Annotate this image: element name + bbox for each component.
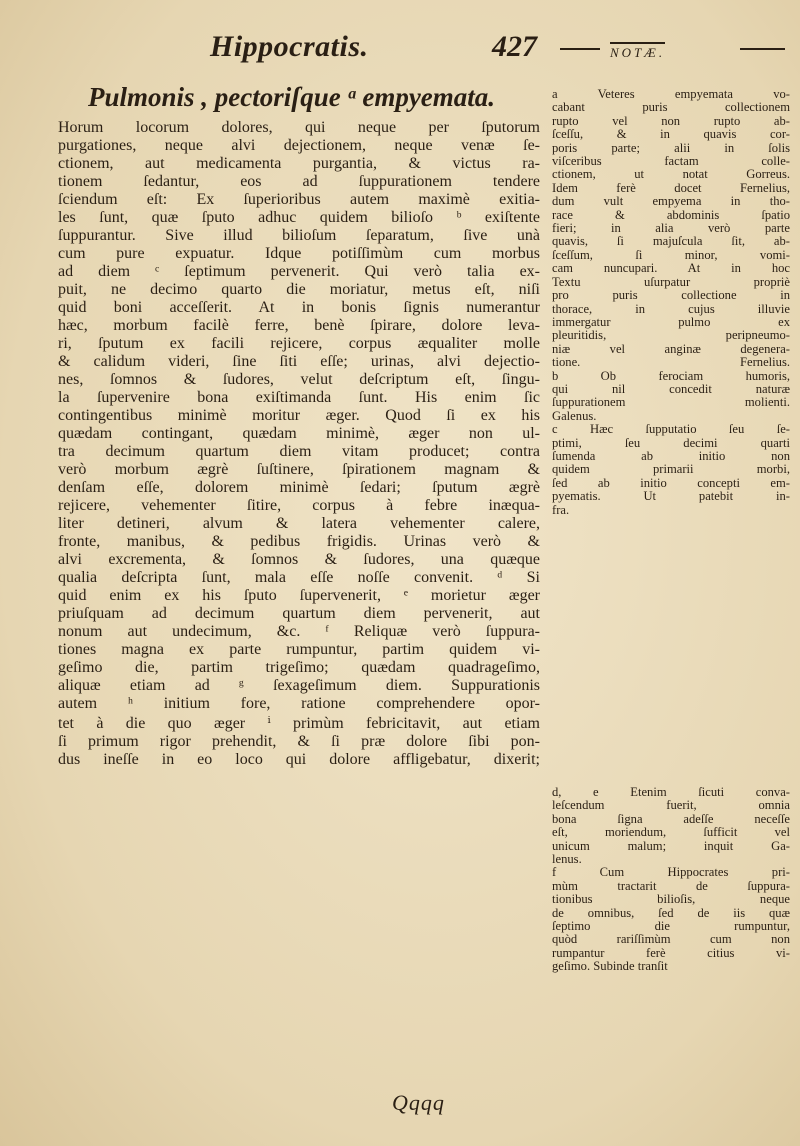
text-line: contingentibus minimè moritur æger. Quod ſi ex his (58, 407, 540, 424)
rule-right (740, 48, 785, 50)
text-line: tionem ſedantur, eos ad ſuppurationem tendere (58, 173, 540, 190)
text-line: purgationes, neque alvi dejectionem, neque venæ ſe- (58, 137, 540, 154)
text-line: ad diem ᶜ ſeptimum pervenerit. Qui verò talia ex- (58, 263, 540, 280)
main-column (58, 82, 540, 769)
note-line: viſceribus factam colle- (552, 155, 790, 169)
running-title: Hippocratis. (210, 30, 369, 63)
rule-left (560, 48, 600, 50)
note-line: pyematis. Ut patebit in- (552, 490, 790, 504)
note-line: ſeptimo die rumpuntur, (552, 920, 790, 934)
note-line: race & abdominis ſpatio (552, 208, 790, 222)
text-line: fronte, manibus, & pedibus frigidis. Urinas verò & (58, 533, 540, 550)
text-line: qualia deſcripta ſunt, mala eſſe noſſe convenit. ᵈ Si (58, 569, 540, 586)
note-line: ſumenda ab initio non (552, 449, 790, 463)
text-line: alvi excrementa, & ſomnos & ſudores, una quæque (58, 551, 540, 568)
text-line: aliquæ etiam ad ᵍ ſexageſimum diem. Suppurationis (58, 677, 540, 694)
note-line: geſimo. Subinde tranſit (552, 960, 668, 974)
note-line: rumpantur ferè citius vi- (552, 946, 790, 960)
note-line: de omnibus, ſed de iis quæ (552, 906, 790, 920)
note-line: cabant puris collectionem (552, 101, 790, 115)
note-line: quidem primarii morbi, (552, 463, 790, 477)
text-line: cum pure expuatur. Idque potiſſimùm cum morbus (58, 245, 540, 262)
text-line: geſimo die, partim trigeſimo; quædam quadrageſimo, (58, 659, 540, 676)
note-line: fra. (552, 503, 570, 517)
text-line: quid boni acceſſerit. At in bonis ſignis numerantur (58, 299, 540, 316)
notes-block-2 (552, 786, 790, 974)
text-line: dus ineſſe in eo loco qui dolore affligebatur, dixerit; (58, 751, 540, 768)
text-line: tet à die quo æger ⁱ primùm febricitavit, aut etiam (58, 715, 540, 732)
note-line: a Veteres empyemata vo- (552, 88, 790, 101)
text-line: ſciendum eſt: Ex ſuperioribus autem maximè exitia- (58, 191, 540, 208)
notes-column (552, 88, 790, 974)
text-line: tiones magna ex parte rumpuntur, partim quidem vi- (58, 641, 540, 658)
note-line: bona ſigna adeſſe neceſſe (552, 812, 790, 826)
text-line: & calidum videri, ſine ſiti eſſe; urinas, alvi dejectio- (58, 353, 540, 370)
note-line: Idem ferè docet Fernelius, (552, 181, 790, 195)
text-line: puit, ne decimo quarto die moriatur, metus eſt, niſi (58, 281, 540, 298)
text-line: la ſupervenire bona exiſtimanda ſunt. His enim ſic (58, 389, 540, 406)
text-line: liter detineri, alvum & latera vehementer calere, (58, 515, 540, 532)
text-line: les ſunt, quæ ſputo adhuc quidem bilioſo ᵇ exiſtente (58, 209, 540, 226)
text-line: rejicere, vehementer ſitire, corpus à febre inæqua- (58, 497, 540, 514)
text-line: Horum locorum dolores, qui neque per ſputorum (58, 119, 540, 136)
note-line: Galenus. (552, 409, 597, 423)
signature-mark: Qqqq (392, 1090, 445, 1115)
note-line: fieri; in alia verò parte (552, 222, 790, 236)
notes-label: NOTÆ. (610, 42, 665, 61)
note-line: qui nil concedit naturæ (552, 382, 790, 396)
text-line: ri, ſputum ex facili rejicere, corpus æqualiter molle (58, 335, 540, 352)
note-line: leſcendum fuerit, omnia (552, 799, 790, 813)
note-line: ctionem, ut notat Gorreus. (552, 168, 790, 182)
text-line: quædam contingant, quædam minimè, æger non ul- (58, 425, 540, 442)
note-line: quòd rariſſimùm cum non (552, 933, 790, 947)
note-line: unicum malum; inquit Ga- (552, 839, 790, 853)
text-line: priuſquam ad decimum quartum diem pervenerit, aut (58, 605, 540, 622)
page-number: 427 (492, 30, 537, 63)
text-line: ſuppurantur. Sive illud bilioſum ſeparatum, ſive unà (58, 227, 540, 244)
text-line: verò morbum ægrè ſuſtinere, ſpirationem magnam & (58, 461, 540, 478)
notes-block-1 (552, 88, 790, 517)
note-line: lenus. (552, 853, 582, 867)
section-heading: Pulmonis , pectoriſque ᵃ empyemata. (88, 82, 496, 112)
note-line: dum vult empyema in tho- (552, 195, 790, 209)
note-line: pro puris collectione in (552, 289, 790, 303)
running-head (0, 14, 800, 74)
note-line: immergatur pulmo ex (552, 315, 790, 329)
note-line: cam nuncupari. At in hoc (552, 262, 790, 276)
main-text (58, 119, 540, 769)
note-line: ſceſſu, & in quavis cor- (552, 128, 790, 142)
note-line: pleuritidis, peripneumo- (552, 329, 790, 343)
note-line: d, e Etenim ſicuti conva- (552, 786, 790, 799)
note-line: f Cum Hippocrates pri- (552, 866, 790, 880)
text-line: tra decimum quartum diem vitam producet; contra (58, 443, 540, 460)
note-line: mùm tractarit de ſuppura- (552, 879, 790, 893)
note-line: rupto vel non rupto ab- (552, 114, 790, 128)
text-line: ctionem, aut medicamenta purgantia, & victus ra- (58, 155, 540, 172)
note-line: ſceſſum, ſi minor, vomi- (552, 248, 790, 262)
note-line: poris parte; alii in ſolis (552, 141, 790, 155)
text-line: denſam eſſe, dolorem minimè ſedari; ſputum ægrè (58, 479, 540, 496)
note-line: ſuppurationem molienti. (552, 396, 790, 410)
text-line: nonum aut undecimum, &c. ᶠ Reliquæ verò ſuppura- (58, 623, 540, 640)
text-line: nes, ſomnos & ſudores, velut deſcriptum eſt, ſingu- (58, 371, 540, 388)
note-line: niæ vel anginæ degenera- (552, 342, 790, 356)
note-line: tionibus bilioſis, neque (552, 893, 790, 907)
note-line: tione. Fernelius. (552, 356, 790, 370)
note-line: eſt, moriendum, ſufficit vel (552, 826, 790, 840)
text-line: autem ʰ initium fore, ratione comprehendere opor- (58, 695, 540, 712)
text-line: quid enim ex his ſputo ſupervenerit, ᵉ morietur æger (58, 587, 540, 604)
note-line: thorace, in cujus illuvie (552, 302, 790, 316)
note-line: c Hæc ſupputatio ſeu ſe- (552, 423, 790, 437)
note-line: b Ob ferociam humoris, (552, 369, 790, 383)
note-line: ptimi, ſeu decimi quarti (552, 436, 790, 450)
note-line: quavis, ſi majuſcula ſit, ab- (552, 235, 790, 249)
note-line: Textu uſurpatur propriè (552, 275, 790, 289)
text-line: hæc, morbum facilè ferre, benè ſpirare, dolore leva- (58, 317, 540, 334)
text-line: ſi primum rigor prehendit, & ſi præ dolore ſibi pon- (58, 733, 540, 750)
note-line: ſed ab initio concepti em- (552, 476, 790, 490)
